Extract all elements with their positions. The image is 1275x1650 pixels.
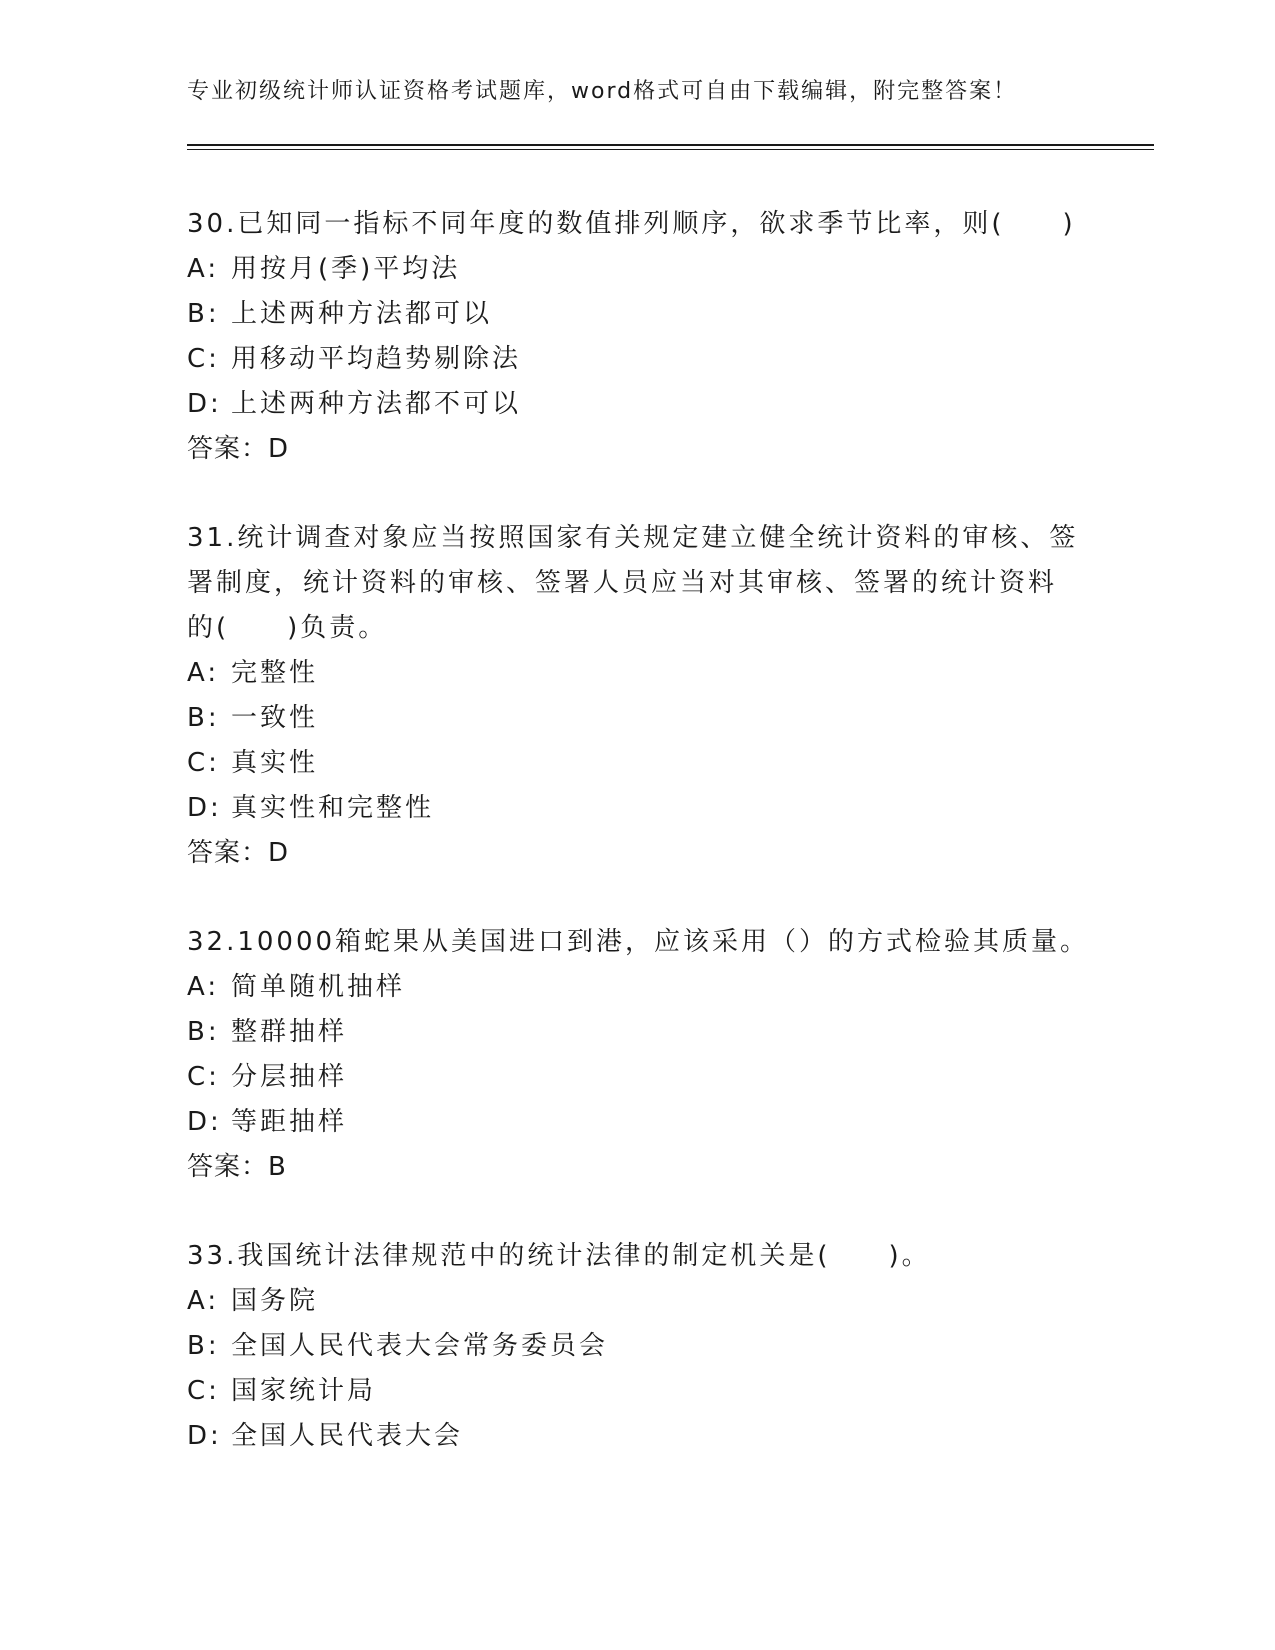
answer-line: 答案：B <box>187 1152 287 1182</box>
option-letter: D: <box>187 389 222 419</box>
option-text: 等距抽样 <box>231 1107 348 1137</box>
option-letter: A: <box>187 1286 220 1316</box>
option-d <box>187 786 1087 831</box>
page-header-text: 专业初级统计师认证资格考试题库，word格式可自由下载编辑，附完整答案！ <box>187 79 1018 104</box>
option-letter: B: <box>187 1331 220 1361</box>
option-b <box>187 1010 1087 1055</box>
question-stem <box>187 202 1087 247</box>
option-text: 分层抽样 <box>231 1062 348 1092</box>
stem-line: 30.已知同一指标不同年度的数值排列顺序，欲求季节比率，则( ) <box>187 209 1076 239</box>
question-stem <box>187 920 1090 965</box>
option-letter: A: <box>187 658 220 688</box>
question-31 <box>187 516 1087 876</box>
option-c <box>187 337 1087 382</box>
option-c <box>187 1369 1087 1414</box>
option-text: 上述两种方法都不可以 <box>231 389 522 419</box>
option-b <box>187 696 1087 741</box>
stem-line: 的( )负责。 <box>187 613 388 643</box>
option-letter: C: <box>187 1376 220 1406</box>
option-text: 真实性和完整性 <box>231 793 435 823</box>
option-d <box>187 1414 1087 1459</box>
option-letter: B: <box>187 1017 220 1047</box>
option-text: 整群抽样 <box>231 1017 348 1047</box>
option-letter: B: <box>187 703 220 733</box>
option-c <box>187 1055 1087 1100</box>
option-b <box>187 1324 1087 1369</box>
option-text: 简单随机抽样 <box>231 972 406 1002</box>
option-letter: C: <box>187 1062 220 1092</box>
option-text: 国务院 <box>231 1286 319 1316</box>
option-text: 国家统计局 <box>231 1376 377 1406</box>
question-33 <box>187 1234 1087 1459</box>
answer-line: 答案：D <box>187 434 290 464</box>
option-text: 真实性 <box>231 748 319 778</box>
option-letter: D: <box>187 1421 222 1451</box>
option-a <box>187 247 1087 292</box>
question-30 <box>187 202 1087 472</box>
option-letter: D: <box>187 793 222 823</box>
stem-line: 33.我国统计法律规范中的统计法律的制定机关是( )。 <box>187 1241 931 1271</box>
question-stem <box>187 516 1087 651</box>
option-d <box>187 382 1087 427</box>
option-text: 全国人民代表大会 <box>231 1421 464 1451</box>
option-text: 完整性 <box>231 658 319 688</box>
option-text: 用移动平均趋势剔除法 <box>231 344 522 374</box>
question-32 <box>187 920 1090 1190</box>
option-d <box>187 1100 1087 1145</box>
option-text: 上述两种方法都可以 <box>231 299 493 329</box>
header-rule-thin <box>187 149 1154 150</box>
option-a <box>187 651 1087 696</box>
option-c <box>187 741 1087 786</box>
option-a <box>187 1279 1087 1324</box>
option-letter: C: <box>187 748 220 778</box>
option-b <box>187 292 1087 337</box>
stem-line: 署制度，统计资料的审核、签署人员应当对其审核、签署的统计资料 <box>187 568 1058 598</box>
header-rule-thick <box>187 144 1154 146</box>
option-letter: D: <box>187 1107 222 1137</box>
option-letter: A: <box>187 254 220 284</box>
option-text: 用按月(季)平均法 <box>231 254 461 284</box>
answer-line: 答案：D <box>187 838 290 868</box>
question-stem <box>187 1234 1087 1279</box>
option-letter: B: <box>187 299 220 329</box>
option-text: 全国人民代表大会常务委员会 <box>231 1331 609 1361</box>
question-list <box>187 202 1090 1503</box>
option-letter: C: <box>187 344 220 374</box>
option-text: 一致性 <box>231 703 319 733</box>
option-letter: A: <box>187 972 220 1002</box>
option-a <box>187 965 1087 1010</box>
stem-line: 32.10000箱蛇果从美国进口到港，应该采用（）的方式检验其质量。 <box>187 927 1090 957</box>
stem-line: 31.统计调查对象应当按照国家有关规定建立健全统计资料的审核、签 <box>187 523 1079 553</box>
